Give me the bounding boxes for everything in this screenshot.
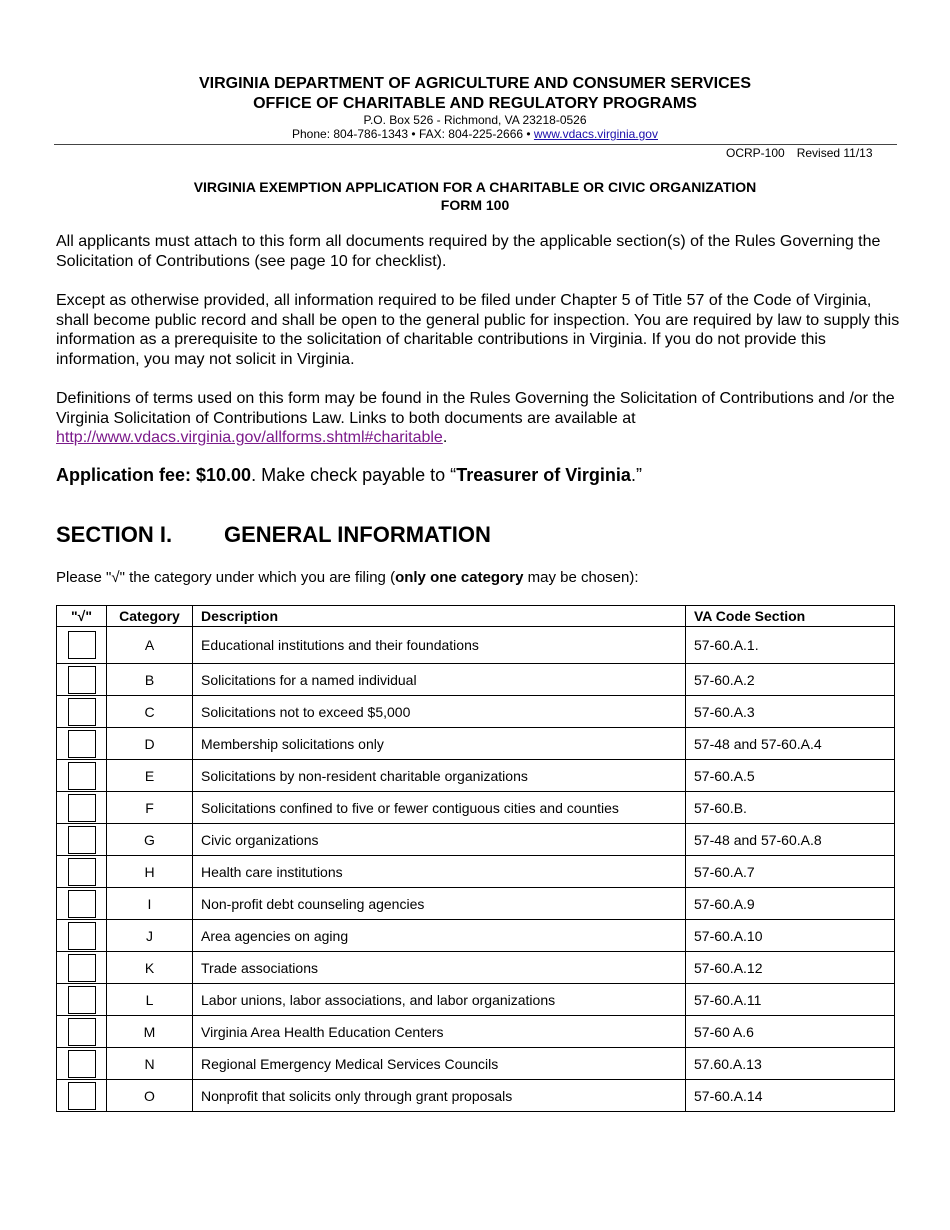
category-description: Membership solicitations only [193, 728, 686, 760]
category-letter: D [107, 728, 193, 760]
table-header-row [57, 606, 895, 627]
intro-paragraph-2: Except as otherwise provided, all information required to be filed under Chapter 5 of Title 57 of the Code of Virginia, shall become public record and shall be open to the general public for inspection. You are required by law to supply this information as a prerequisite to the solicitation of charitable contributions in Virginia. If you do not provide this information, you may not solicit in Virginia. [56, 292, 900, 368]
form-title-line2: FORM 100 [440, 197, 510, 213]
category-description: Solicitations for a named individual [193, 664, 686, 696]
check-cell [57, 920, 107, 952]
category-checkbox[interactable] [68, 858, 96, 886]
category-letter: L [107, 984, 193, 1016]
va-code-section: 57-60.A.10 [686, 920, 895, 952]
category-checkbox[interactable] [68, 922, 96, 950]
form-number: OCRP-100 [726, 146, 785, 160]
va-code-section: 57-60.A.3 [686, 696, 895, 728]
va-code-section: 57-60.A.12 [686, 952, 895, 984]
category-checkbox[interactable] [68, 986, 96, 1014]
check-cell [57, 627, 107, 664]
category-description: Area agencies on aging [193, 920, 686, 952]
definitions-period: . [442, 429, 448, 447]
category-letter: H [107, 856, 193, 888]
header-divider [54, 144, 897, 145]
table-row [57, 792, 895, 824]
office-name: OFFICE OF CHARITABLE AND REGULATORY PROGRAMS [253, 95, 697, 112]
category-description: Virginia Area Health Education Centers [193, 1016, 686, 1048]
intro-paragraph-1: All applicants must attach to this form all documents required by the applicable section(s) of the Rules Governing the Solicitation of Contributions (see page 10 for checklist). [56, 233, 881, 270]
phone-fax: Phone: 804-786-1343 • FAX: 804-225-2666 • [292, 127, 531, 141]
category-letter: I [107, 888, 193, 920]
category-description: Regional Emergency Medical Services Councils [193, 1048, 686, 1080]
agency-website-link[interactable]: www.vdacs.virginia.gov [533, 127, 658, 141]
category-letter: N [107, 1048, 193, 1080]
fee-label: Application fee: $10.00 [56, 465, 252, 485]
form-revision: Revised 11/13 [796, 146, 873, 160]
va-code-section: 57-60.A.9 [686, 888, 895, 920]
table-row [57, 856, 895, 888]
form-id [726, 146, 885, 160]
category-description: Civic organizations [193, 824, 686, 856]
category-description: Solicitations confined to five or fewer contiguous cities and counties [193, 792, 686, 824]
check-cell [57, 952, 107, 984]
table-row [57, 1080, 895, 1112]
agency-contact [0, 127, 950, 141]
category-description: Solicitations by non-resident charitable organizations [193, 760, 686, 792]
check-cell [57, 728, 107, 760]
category-column-header: Category [107, 606, 193, 627]
table-row [57, 1016, 895, 1048]
section-title: GENERAL INFORMATION [224, 522, 491, 547]
category-letter: F [107, 792, 193, 824]
va-code-section: 57-48 and 57-60.A.4 [686, 728, 895, 760]
category-checkbox[interactable] [68, 1018, 96, 1046]
check-cell [57, 664, 107, 696]
category-checkbox[interactable] [68, 954, 96, 982]
category-letter: B [107, 664, 193, 696]
table-row [57, 664, 895, 696]
check-cell [57, 1048, 107, 1080]
table-row [57, 824, 895, 856]
check-column-header: "√" [57, 606, 107, 627]
check-cell [57, 984, 107, 1016]
va-code-section: 57-60.A.7 [686, 856, 895, 888]
category-description: Trade associations [193, 952, 686, 984]
category-table [56, 605, 895, 1112]
category-instruction: Please "√" the category under which you are filing (only one category may be chosen): [56, 569, 639, 586]
intro-paragraph-3 [56, 389, 906, 448]
table-row [57, 920, 895, 952]
category-letter: C [107, 696, 193, 728]
description-column-header: Description [193, 606, 686, 627]
category-description: Solicitations not to exceed $5,000 [193, 696, 686, 728]
va-code-section: 57-48 and 57-60.A.8 [686, 824, 895, 856]
check-cell [57, 696, 107, 728]
va-code-section: 57-60.B. [686, 792, 895, 824]
va-code-section: 57-60.A.1. [686, 627, 895, 664]
category-letter: M [107, 1016, 193, 1048]
table-row [57, 627, 895, 664]
table-row [57, 888, 895, 920]
category-letter: G [107, 824, 193, 856]
category-checkbox[interactable] [68, 826, 96, 854]
category-letter: K [107, 952, 193, 984]
category-description: Nonprofit that solicits only through grant proposals [193, 1080, 686, 1112]
category-checkbox[interactable] [68, 730, 96, 758]
va-code-section: 57-60 A.6 [686, 1016, 895, 1048]
fee-payee: Treasurer of Virginia [456, 465, 631, 485]
check-cell [57, 792, 107, 824]
check-cell [57, 1080, 107, 1112]
check-cell [57, 824, 107, 856]
category-letter: O [107, 1080, 193, 1112]
category-letter: J [107, 920, 193, 952]
va-code-section: 57-60.A.2 [686, 664, 895, 696]
category-checkbox[interactable] [68, 794, 96, 822]
table-row [57, 696, 895, 728]
category-letter: E [107, 760, 193, 792]
agency-name: VIRGINIA DEPARTMENT OF AGRICULTURE AND CONSUMER SERVICES [198, 75, 752, 92]
table-row [57, 760, 895, 792]
forms-link[interactable]: http://www.vdacs.virginia.gov/allforms.shtml#charitable [56, 429, 443, 447]
category-checkbox[interactable] [68, 890, 96, 918]
section-number: SECTION I. [56, 522, 173, 547]
category-checkbox[interactable] [68, 698, 96, 726]
fee-text: . Make check payable to “ [251, 465, 457, 485]
form-title-line1: VIRGINIA EXEMPTION APPLICATION FOR A CHARITABLE OR CIVIC ORGANIZATION [193, 179, 757, 195]
agency-address: P.O. Box 526 - Richmond, VA 23218-0526 [363, 113, 587, 127]
category-checkbox[interactable] [68, 1050, 96, 1078]
va-code-section: 57-60.A.5 [686, 760, 895, 792]
category-checkbox[interactable] [68, 1082, 96, 1110]
category-description: Educational institutions and their foundations [193, 627, 686, 664]
category-checkbox[interactable] [68, 631, 96, 659]
application-fee [56, 464, 642, 486]
check-cell [57, 760, 107, 792]
instruction-emphasis: only one category [395, 569, 524, 586]
definitions-text: Definitions of terms used on this form may be found in the Rules Governing the Solicitation of Contributions and /or the Virginia Solicitation of Contributions Law. Links to both documents are available at [56, 390, 895, 427]
category-checkbox[interactable] [68, 666, 96, 694]
check-cell [57, 888, 107, 920]
form-title [0, 178, 950, 214]
section-heading [56, 522, 491, 548]
category-description: Health care institutions [193, 856, 686, 888]
category-description: Labor unions, labor associations, and labor organizations [193, 984, 686, 1016]
check-cell [57, 1016, 107, 1048]
category-checkbox[interactable] [68, 762, 96, 790]
table-row [57, 984, 895, 1016]
fee-end: .” [630, 465, 642, 485]
code-column-header: VA Code Section [686, 606, 895, 627]
va-code-section: 57.60.A.13 [686, 1048, 895, 1080]
agency-header [0, 74, 950, 114]
category-description: Non-profit debt counseling agencies [193, 888, 686, 920]
va-code-section: 57-60.A.14 [686, 1080, 895, 1112]
table-row [57, 952, 895, 984]
table-row [57, 728, 895, 760]
table-row [57, 1048, 895, 1080]
va-code-section: 57-60.A.11 [686, 984, 895, 1016]
check-cell [57, 856, 107, 888]
category-letter: A [107, 627, 193, 664]
